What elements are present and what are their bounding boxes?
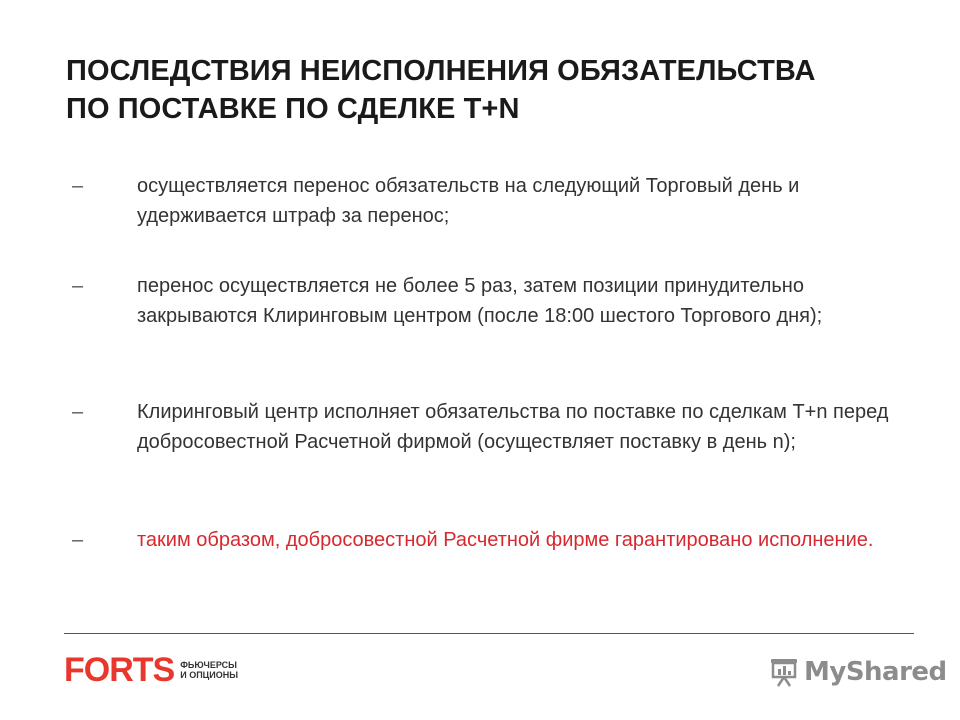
bullet-text: осуществляется перенос обязательств на следующий Торговый день и удерживается штраф за перенос; [137, 175, 800, 227]
myshared-watermark [768, 655, 947, 689]
forts-logo-subtitle-line-2: И ОПЦИОНЫ [180, 670, 239, 680]
presentation-board-icon [768, 656, 800, 688]
bullet-text-highlight: таким образом, добросовестной Расчетной фирме гарантировано исполнение. [137, 529, 874, 551]
footer-divider [64, 633, 914, 634]
forts-logo-subtitle [180, 660, 238, 680]
bullet-dash: – [72, 529, 84, 551]
bullet-dash: – [72, 275, 84, 297]
slide-title-line-2: ПО ПОСТАВКЕ ПО СДЕЛКЕ T+N [66, 93, 520, 125]
bullet-dash: – [72, 175, 84, 197]
myshared-text: MyShared [804, 657, 947, 687]
forts-logo [64, 652, 238, 688]
slide-title [66, 52, 926, 128]
forts-logo-subtitle-line-1: ФЬЮЧЕРСЫ [180, 660, 237, 670]
bullet-text: перенос осуществляется не более 5 раз, затем позиции принудительно закрываются Клиринговым центром (после 18:00 шестого Торгового дня); [137, 275, 823, 327]
bullet-text: Клиринговый центр исполняет обязательства по поставке по сделкам T+n перед добросовестной Расчетной фирмой (осуществляет поставку в день n); [137, 401, 889, 453]
forts-logo-word: FORTS [64, 651, 175, 689]
bullet-dash: – [72, 401, 84, 423]
slide-title-line-1: ПОСЛЕДСТВИЯ НЕИСПОЛНЕНИЯ ОБЯЗАТЕЛЬСТВА [66, 55, 816, 87]
